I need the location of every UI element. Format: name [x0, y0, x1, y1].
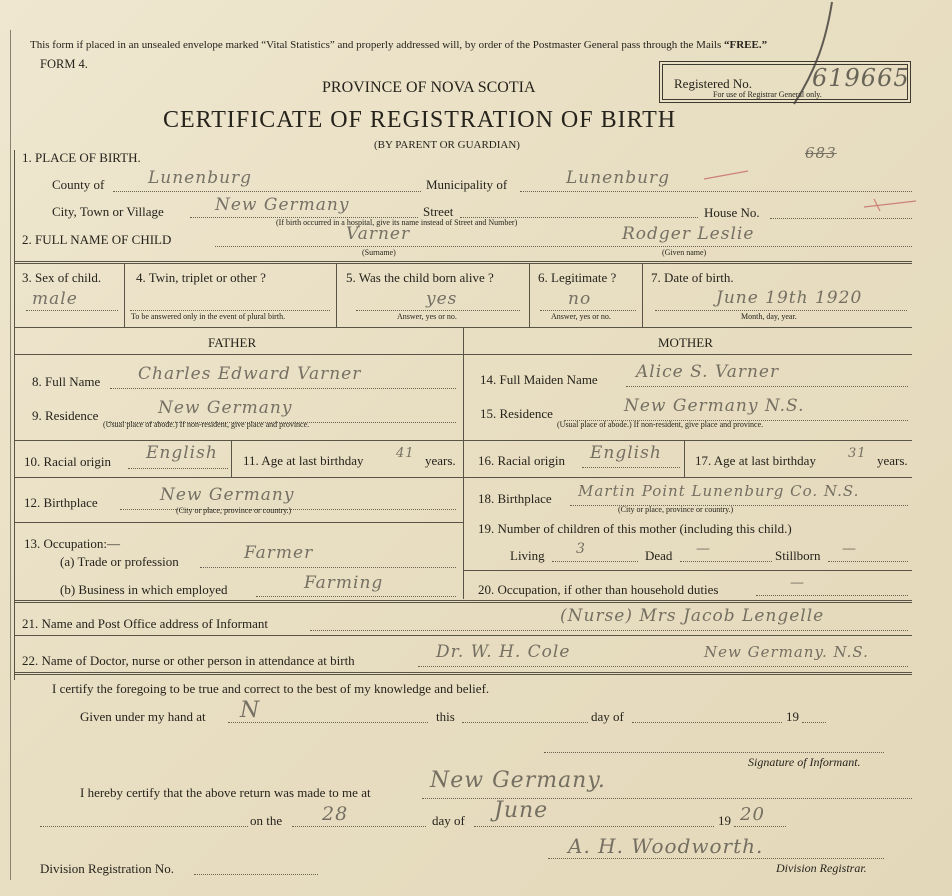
registrar-signature-line — [548, 858, 884, 859]
on-the-line — [292, 826, 426, 827]
mother-children-bottom — [463, 570, 912, 571]
legitimate-note: Answer, yes or no. — [551, 312, 611, 321]
division-reg-no-label: Division Registration No. — [40, 861, 174, 876]
father-racial-line — [128, 468, 228, 469]
informant-top-line-2 — [14, 602, 912, 603]
father-racial-value: English — [146, 443, 218, 463]
legitimate-line — [540, 310, 636, 311]
child-name-label: 2. FULL NAME OF CHILD — [22, 232, 172, 247]
street-label: Street — [423, 204, 454, 219]
child-name-line — [215, 246, 912, 247]
year-2-prefix: 19 — [718, 813, 731, 828]
sex-label: 3. Sex of child. — [22, 270, 102, 285]
hereby-label: I hereby certify that the above return was made to me at — [80, 785, 371, 800]
father-age-value: 41 — [396, 446, 415, 461]
form-number: FORM 4. — [40, 57, 88, 71]
informant-value: (Nurse) Mrs Jacob Lengelle — [560, 606, 825, 626]
father-name-label: 8. Full Name — [32, 374, 101, 389]
municipality-line — [520, 191, 912, 192]
father-residence-bottom — [14, 440, 463, 441]
pen-mark — [780, 0, 840, 110]
alive-label: 5. Was the child born alive ? — [346, 270, 494, 285]
mother-name-value: Alice S. Varner — [636, 362, 780, 382]
mother-age-value: 31 — [848, 446, 867, 461]
on-the-value: 28 — [322, 803, 349, 825]
father-trade-value: Farmer — [244, 543, 314, 563]
city-label: City, Town or Village — [52, 204, 164, 219]
twin-note: To be answered only in the event of plural birth. — [131, 312, 286, 321]
mother-racial-value: English — [590, 443, 662, 463]
signature-of-informant-label: Signature of Informant. — [748, 755, 861, 769]
child-given-value: Rodger Leslie — [622, 224, 755, 244]
stillborn-line — [828, 561, 908, 562]
registered-no-value: 619665 — [812, 64, 910, 92]
informant-label: 21. Name and Post Office address of Informant — [22, 616, 268, 631]
year-2-line — [734, 826, 786, 827]
father-occupation-label: 13. Occupation:— — [24, 536, 121, 551]
mother-heading-line — [463, 354, 912, 355]
red-x-mark — [860, 195, 920, 215]
surname-caption: (Surname) — [362, 248, 396, 257]
col-divider-2 — [336, 263, 337, 327]
mother-occupation-label: 20. Occupation, if other than household duties — [478, 582, 719, 597]
father-heading-line — [14, 354, 463, 355]
living-value: 3 — [576, 541, 586, 557]
mother-residence-value: New Germany N.S. — [624, 396, 805, 416]
year-2-value: 20 — [740, 804, 765, 825]
col-divider-3 — [529, 263, 530, 327]
registered-no-note: For use of Registrar General only. — [713, 90, 822, 99]
given-label: Given under my hand at — [80, 709, 206, 724]
father-racial-label: 10. Racial origin — [24, 454, 112, 469]
hereby-value: New Germany. — [430, 768, 606, 793]
father-residence-label: 9. Residence — [32, 408, 99, 423]
informant-top-line — [14, 600, 912, 601]
mother-name-label: 14. Full Maiden Name — [480, 372, 598, 387]
doctor-value: Dr. W. H. Cole — [436, 642, 571, 662]
on-the-leading-line — [40, 826, 248, 827]
twin-label: 4. Twin, triplet or other ? — [136, 270, 266, 285]
doctor-value-2: New Germany. N.S. — [704, 643, 869, 661]
father-racial-divider — [231, 440, 232, 477]
stillborn-label: Stillborn — [775, 548, 821, 563]
father-birthplace-note: (City or place, province or country.) — [176, 506, 292, 515]
informant-line — [310, 630, 908, 631]
father-business-line — [256, 596, 456, 597]
alive-note: Answer, yes or no. — [397, 312, 457, 321]
this-line — [462, 722, 588, 723]
division-reg-no-line — [194, 874, 318, 875]
day-of-label: day of — [591, 709, 624, 724]
dead-line — [680, 561, 772, 562]
doctor-bottom-line-2 — [14, 674, 912, 675]
doctor-bottom-line — [14, 672, 912, 673]
father-business-value: Farming — [304, 573, 384, 593]
mother-racial-label: 16. Racial origin — [478, 453, 566, 468]
certificate-subtitle: (BY PARENT OR GUARDIAN) — [374, 139, 520, 151]
father-trade-label: (a) Trade or profession — [60, 554, 179, 569]
father-residence-note: (Usual place of abode.) If non-resident, give place and province. — [103, 420, 310, 429]
city-value: New Germany — [215, 195, 350, 215]
parents-divider — [463, 327, 464, 599]
doctor-label: 22. Name of Doctor, nurse or other person in attendance at birth — [22, 653, 355, 668]
doctor-line — [418, 666, 908, 667]
mother-age-label: 17. Age at last birthday — [695, 453, 816, 468]
alive-line — [356, 310, 520, 311]
dead-value: — — [696, 541, 711, 557]
corner-stamp: 683 — [805, 144, 837, 162]
doctor-top-line — [14, 635, 912, 636]
mother-residence-bottom — [463, 440, 912, 441]
child-surname-value: Varner — [346, 224, 411, 244]
date-of-birth-label: 7. Date of birth. — [651, 270, 734, 285]
sex-value: male — [32, 289, 78, 309]
date-of-birth-note: Month, day, year. — [741, 312, 797, 321]
living-label: Living — [510, 548, 545, 563]
county-value: Lunenburg — [148, 168, 253, 188]
registered-no-label: Registered No. — [674, 76, 752, 91]
mother-racial-line — [582, 467, 680, 468]
father-birthplace-value: New Germany — [160, 485, 295, 505]
given-value: N — [240, 698, 261, 723]
stillborn-value: — — [842, 541, 857, 557]
col-divider-4 — [642, 263, 643, 327]
street-note: (If birth occurred in a hospital, give its name instead of Street and Number) — [276, 218, 518, 227]
registrar-signature: A. H. Woodworth. — [568, 834, 764, 858]
house-no-line — [770, 218, 912, 219]
father-birthplace-bottom — [14, 522, 463, 523]
father-birthplace-label: 12. Birthplace — [24, 495, 98, 510]
twin-line — [130, 310, 330, 311]
county-line — [113, 191, 421, 192]
father-business-label: (b) Business in which employed — [60, 582, 228, 597]
red-check-mark — [700, 165, 760, 185]
mother-heading: MOTHER — [658, 335, 713, 350]
mother-age-bottom — [463, 477, 912, 478]
mother-occupation-line — [756, 595, 908, 596]
left-edge — [10, 30, 11, 880]
day-of-line — [632, 722, 782, 723]
month-line — [474, 826, 714, 827]
postal-notice: This form if placed in an unsealed envelope marked “Vital Statistics” and properly addressed will, by order of the Postmaster General pass through the Mails “FREE.” — [30, 39, 768, 51]
father-age-unit: years. — [425, 453, 456, 468]
father-name-value: Charles Edward Varner — [138, 364, 362, 384]
legitimate-label: 6. Legitimate ? — [538, 270, 617, 285]
father-age-bottom — [14, 477, 463, 478]
alive-value: yes — [426, 289, 458, 309]
province-heading: PROVINCE OF NOVA SCOTIA — [322, 79, 536, 96]
father-residence-value: New Germany — [158, 398, 293, 418]
municipality-value: Lunenburg — [566, 168, 671, 188]
mother-residence-note: (Usual place of abode.) If non-resident, give place and province. — [557, 420, 764, 429]
father-age-label: 11. Age at last birthday — [243, 453, 364, 468]
father-name-line — [110, 388, 456, 389]
on-the-label: on the — [250, 813, 283, 828]
mother-occupation-value: — — [790, 575, 805, 591]
house-no-label: House No. — [704, 205, 760, 220]
year-line — [802, 722, 826, 723]
mother-residence-label: 15. Residence — [480, 406, 553, 421]
mother-birthplace-value: Martin Point Lunenburg Co. N.S. — [578, 482, 860, 500]
county-label: County of — [52, 177, 105, 192]
mother-children-label: 19. Number of children of this mother (including this child.) — [478, 521, 792, 536]
mother-birthplace-note: (City or place, province or country.) — [618, 505, 734, 514]
legitimate-value: no — [568, 289, 592, 309]
certify-text: I certify the foregoing to be true and correct to the best of my knowledge and belief. — [52, 681, 490, 696]
mother-birthplace-label: 18. Birthplace — [478, 491, 552, 506]
certificate-title: CERTIFICATE OF REGISTRATION OF BIRTH — [163, 107, 677, 133]
mother-age-unit: years. — [877, 453, 908, 468]
birth-row-top-line — [14, 261, 912, 262]
sex-line — [26, 310, 118, 311]
informant-signature-line — [544, 752, 884, 753]
dead-label: Dead — [645, 548, 673, 563]
father-trade-line — [200, 567, 456, 568]
mother-racial-divider — [684, 440, 685, 477]
date-of-birth-value: June 19th 1920 — [716, 288, 863, 308]
col-divider-1 — [124, 263, 125, 327]
month-value: June — [494, 798, 549, 823]
given-caption: (Given name) — [662, 248, 707, 257]
division-registrar-label: Division Registrar. — [776, 861, 867, 875]
date-of-birth-line — [655, 310, 907, 311]
year-prefix: 19 — [786, 709, 799, 724]
place-of-birth-label: 1. PLACE OF BIRTH. — [22, 150, 141, 165]
mother-name-line — [626, 386, 908, 387]
municipality-label: Municipality of — [426, 177, 508, 192]
day-of-2-label: day of — [432, 813, 465, 828]
birth-row-top-line-2 — [14, 263, 912, 264]
father-heading: FATHER — [208, 335, 257, 350]
living-line — [552, 561, 638, 562]
this-label: this — [436, 709, 455, 724]
